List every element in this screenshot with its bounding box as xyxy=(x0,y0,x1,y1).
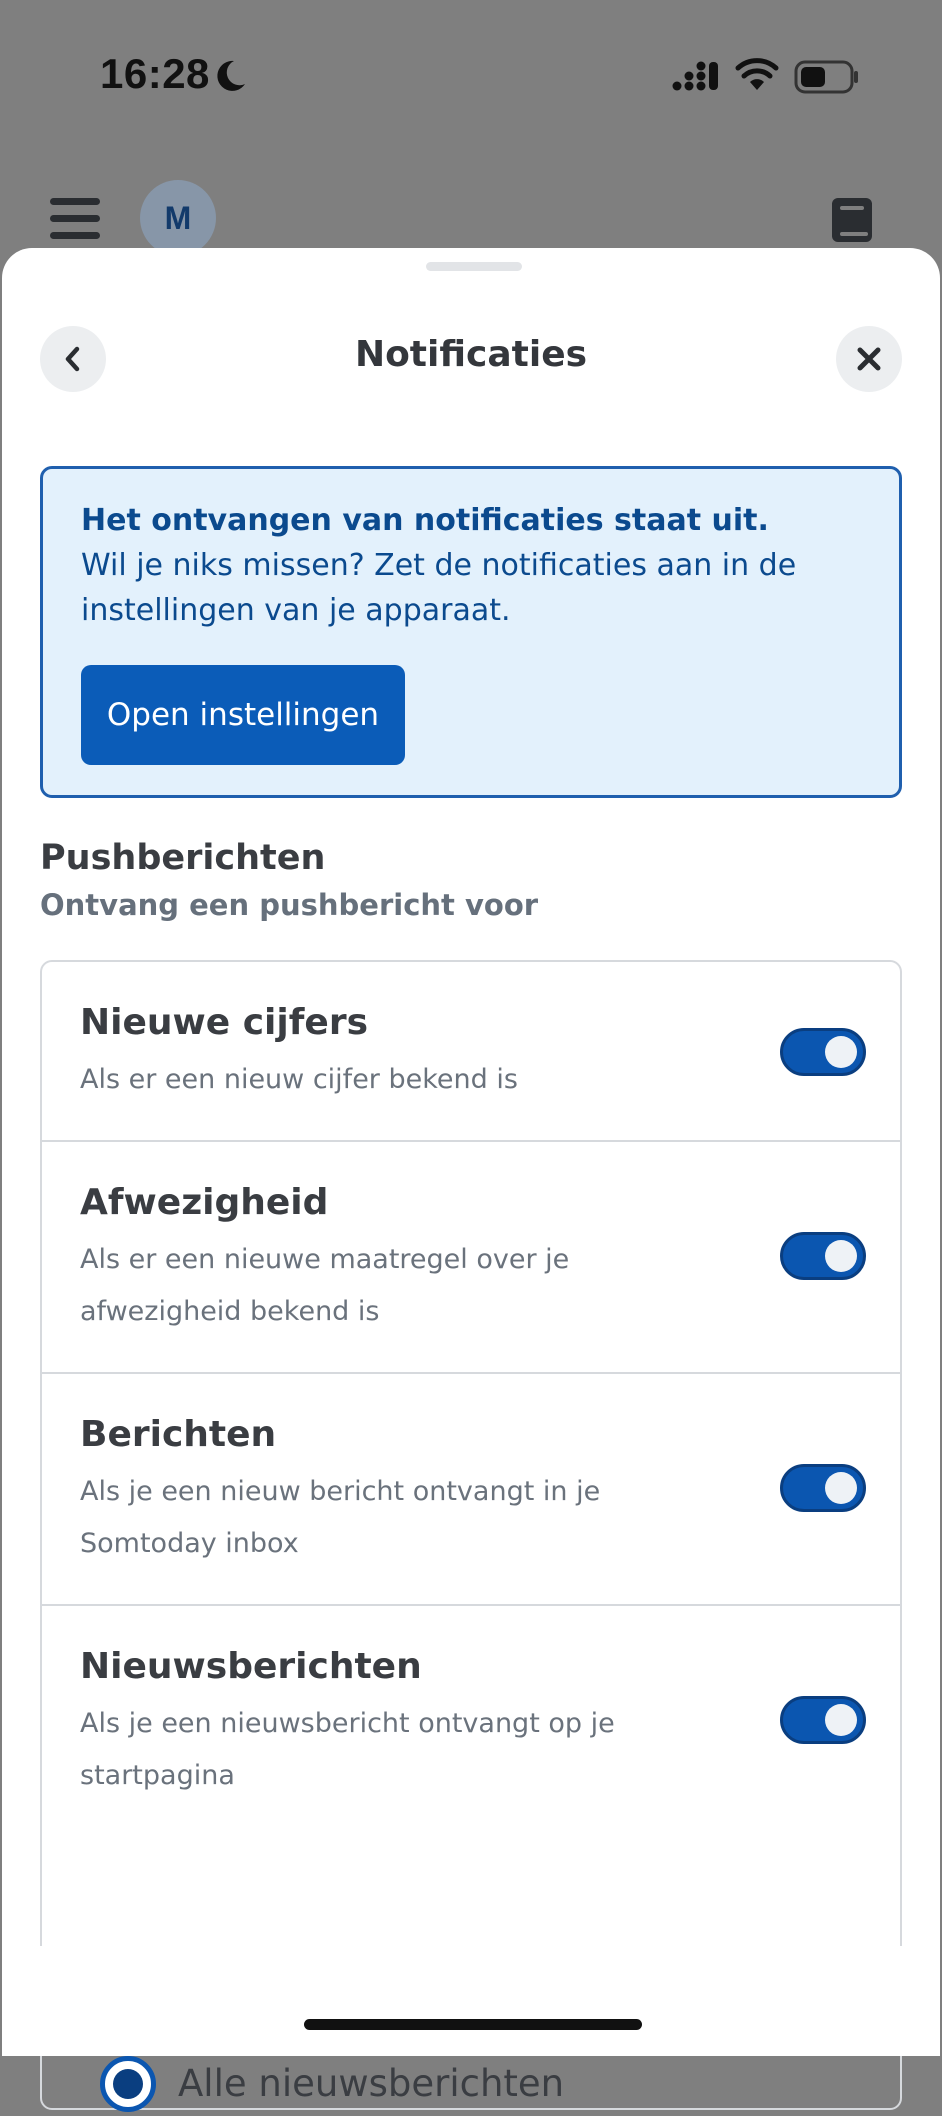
status-time: 16:28 xyxy=(100,50,210,97)
list-item xyxy=(42,1142,900,1374)
notifications-off-banner xyxy=(40,466,902,798)
item-description: Als er een nieuwe maatregel over je afwezigheid bekend is xyxy=(80,1244,570,1327)
item-title: Nieuwsberichten xyxy=(80,1646,422,1687)
bottom-area xyxy=(2,1946,940,2056)
toggle-nieuwsberichten[interactable] xyxy=(780,1696,866,1744)
toggle-berichten[interactable] xyxy=(780,1464,866,1512)
item-title: Berichten xyxy=(80,1414,277,1455)
book-icon[interactable] xyxy=(830,196,874,244)
sheet-grabber[interactable] xyxy=(426,262,522,271)
push-settings-list xyxy=(40,960,902,2110)
section-subtitle: Ontvang een pushbericht voor xyxy=(40,888,539,922)
close-icon xyxy=(855,345,883,373)
page-title: Notificaties xyxy=(354,334,588,375)
item-description: Als er een nieuw cijfer bekend is xyxy=(80,1064,518,1095)
wifi-icon xyxy=(736,58,778,92)
toggle-nieuwe-cijfers[interactable] xyxy=(780,1028,866,1076)
list-item xyxy=(42,1374,900,1606)
home-indicator[interactable] xyxy=(304,2019,642,2030)
close-button[interactable] xyxy=(836,326,902,392)
status-bar xyxy=(0,0,942,150)
notifications-sheet xyxy=(2,248,940,2105)
item-title: Nieuwe cijfers xyxy=(80,1002,368,1043)
radio-alle-nieuwsberichten[interactable] xyxy=(100,2056,156,2112)
radio-label[interactable]: Alle nieuwsberichten xyxy=(178,2062,565,2105)
battery-icon xyxy=(794,60,860,94)
banner-title: Het ontvangen van notificaties staat uit. xyxy=(81,503,769,538)
list-item xyxy=(42,962,900,1142)
item-title: Afwezigheid xyxy=(80,1182,329,1223)
avatar[interactable]: M xyxy=(140,180,216,256)
banner-text: Wil je niks missen? Zet de notificaties aan in de instellingen van je apparaat. xyxy=(81,548,797,628)
section-title: Pushberichten xyxy=(40,838,326,878)
moon-icon xyxy=(212,58,248,94)
signal-icon xyxy=(672,62,720,94)
item-description: Als je een nieuwsbericht ontvangt op je startpagina xyxy=(80,1708,615,1791)
item-description: Als je een nieuw bericht ontvangt in je Somtoday inbox xyxy=(80,1476,601,1559)
toggle-afwezigheid[interactable] xyxy=(780,1232,866,1280)
menu-icon[interactable] xyxy=(50,198,100,240)
open-settings-button[interactable]: Open instellingen xyxy=(81,665,405,765)
